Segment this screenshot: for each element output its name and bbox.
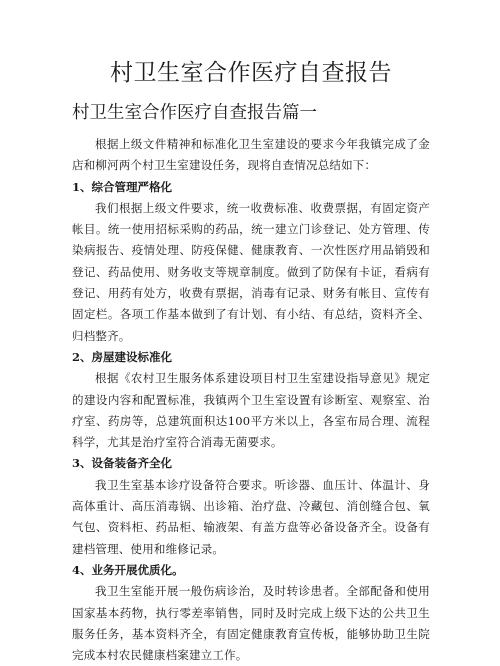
- intro-paragraph: 根据上级文件精神和标准化卫生室建设的要求今年我镇完成了金店和柳河两个村卫生室建设任务，现将自查情况总结如下：: [72, 137, 430, 173]
- section-paragraph: 我卫生室能开展一般伤病诊治，及时转诊患者。全部配备和使用国家基本药物，执行零差率销售，同时及时完成上级下达的公共卫生服务任务，基本资料齐全，有固定健康教育宣传板，能够协助卫生院完成本村农民健康档案建立工作。: [72, 584, 430, 663]
- document-subtitle: 村卫生室合作医疗自查报告篇一: [72, 103, 317, 123]
- section-heading: 1、综合管理严格化: [72, 179, 173, 194]
- section-paragraph: 我卫生室基本诊疗设备符合要求。听诊器、血压计、体温计、身高体重计、高压消毒锅、出诊箱、治疗盘、冷藏包、消创缝合包、氧气包、资料柜、药品柜、输液架、有盖方盘等必备设备齐全。设备有建档管理、使用和维修记录。: [72, 477, 430, 556]
- document-title: 村卫生室合作医疗自查报告: [110, 60, 392, 86]
- section-4: [72, 560, 430, 666]
- section-heading: 3、设备装备齐全化: [72, 456, 173, 471]
- section-2: [72, 347, 430, 453]
- section-paragraph: 我们根据上级文件要求，统一收费标准、收费票据，有固定资产帐目。统一使用招标采购的药品，统一建立门诊登记、处方管理、传染病报告、疫情处理、防疫保健、健康教育、一次性医疗用品销毁和登记、药品使用、财务收支等规章制度。做到了防保有卡证，看病有登记、用药有处方，收费有票据，消毒有记录、财务有帐目、宣传有固定栏。各项工作基本做到了有计划、有小结、有总结，资料齐全、归档整齐。: [72, 200, 430, 343]
- section-paragraph: 根据《农村卫生服务体系建设项目村卫生室建设指导意见》规定的建设内容和配置标准，我镇两个卫生室设置有诊断室、观察室、治疗室、药房等，总建筑面积达100平方米以上，各室布局合理、流程科学，尤其是治疗室符合消毒无菌要求。: [72, 371, 430, 450]
- section-heading: 4、业务开展优质化。: [72, 562, 184, 577]
- section-heading: 2、房屋建设标准化: [72, 349, 173, 364]
- section-3: [72, 453, 430, 559]
- section-1: [72, 177, 430, 347]
